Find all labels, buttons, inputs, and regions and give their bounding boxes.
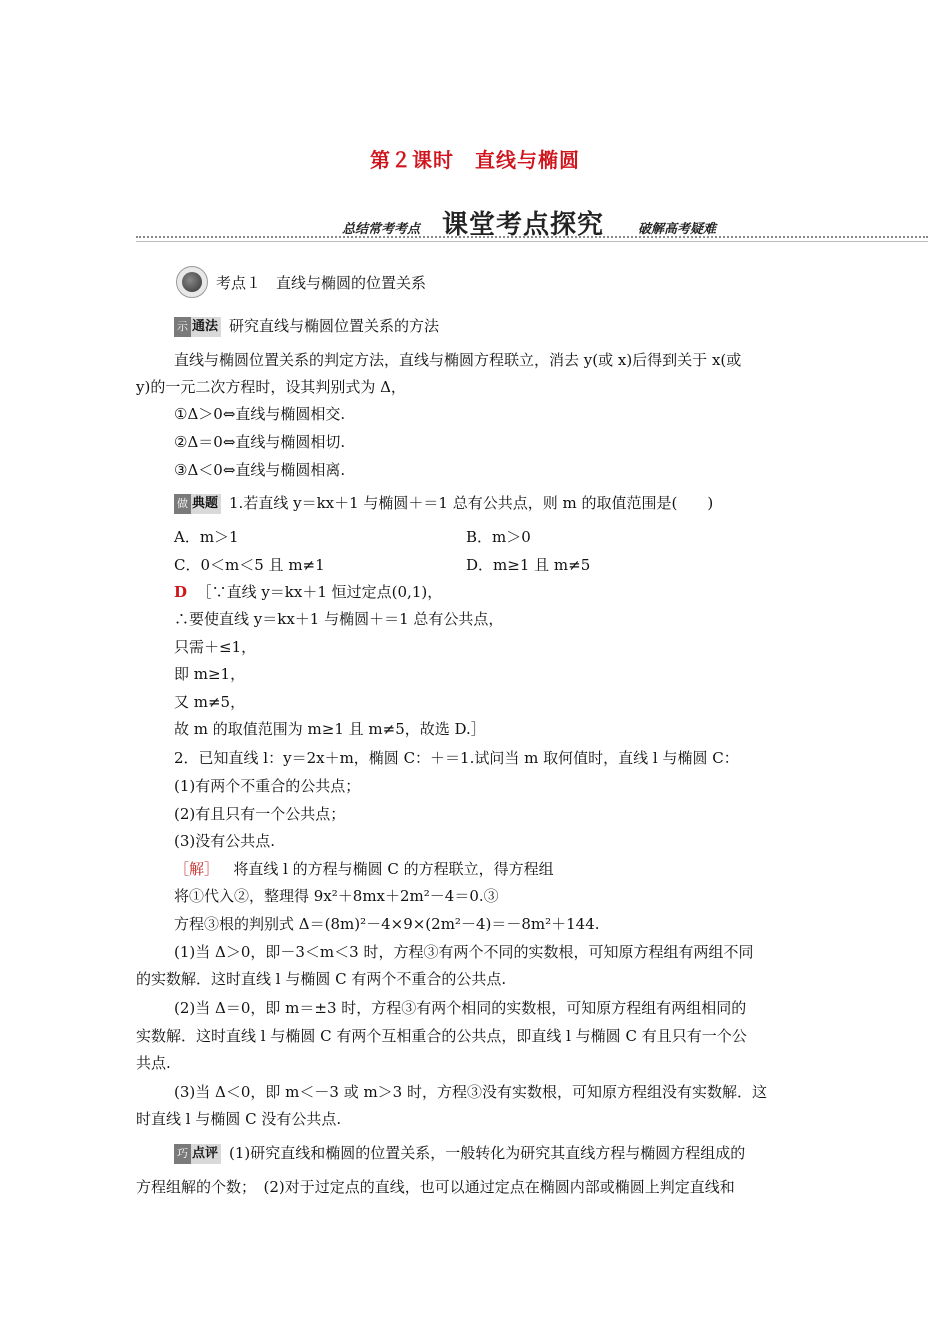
banner-right-text: 破解高考疑难 bbox=[638, 222, 717, 237]
solution-line1: ［解］ 将直线 l 的方程与椭圆 C 的方程联立，得方程组 bbox=[174, 860, 554, 878]
example-q1: 1.若直线 y＝kx＋1 与椭圆＋＝1 总有公共点，则 m 的取值范围是( ) bbox=[229, 494, 714, 512]
example-tag: 做 典题 bbox=[174, 494, 221, 514]
answer-line5: 又 m≠5， bbox=[174, 693, 246, 711]
section-banner bbox=[136, 200, 928, 246]
page-title: 第２课时 直线与椭圆 bbox=[370, 148, 580, 172]
method-heading-line bbox=[174, 316, 439, 337]
solution-line5a: (2)当 Δ＝0，即 m＝±3 时，方程③有两个相同的实数根，可知原方程组有两组相同的 bbox=[174, 999, 747, 1017]
method-item2: ②Δ＝0⇔直线与椭圆相切. bbox=[174, 433, 346, 451]
answer-line4: 即 m≥1， bbox=[174, 665, 246, 683]
answer-letter: D bbox=[174, 583, 188, 601]
solution-line6b: 时直线 l 与椭圆 C 没有公共点. bbox=[136, 1110, 342, 1128]
solution-line5c: 共点. bbox=[136, 1054, 171, 1072]
option-b: B．m＞0 bbox=[466, 528, 531, 546]
solution-line4a: (1)当 Δ＞0，即－3＜m＜3 时，方程③有两个不同的实数根，可知原方程组有两组不同 bbox=[174, 943, 754, 961]
solution-line3: 方程③根的判别式 Δ＝(8m)²－4×9×(2m²－4)＝－8m²＋144. bbox=[174, 915, 600, 933]
banner-dotted-rule bbox=[136, 236, 928, 238]
option-c: C．0＜m＜5 且 m≠1 bbox=[174, 556, 325, 574]
method-line2: y)的一元二次方程时，设其判别式为 Δ， bbox=[136, 378, 406, 396]
method-line1: 直线与椭圆位置关系的判定方法，直线与椭圆方程联立，消去 y(或 x)后得到关于 x(或 bbox=[174, 351, 742, 369]
method-item3: ③Δ＜0⇔直线与椭圆相离. bbox=[174, 461, 346, 479]
banner-left-text: 总结常考考点 bbox=[342, 222, 421, 237]
comment-tag: 巧 点评 bbox=[174, 1144, 221, 1164]
example-q2a: (1)有两个不重合的公共点； bbox=[174, 777, 361, 795]
answer-line6: 故 m 的取值范围为 m≥1 且 m≠5，故选 D.］ bbox=[174, 720, 486, 738]
solution-line5b: 实数解．这时直线 l 与椭圆 C 有两个互相重合的公共点，即直线 l 与椭圆 C 有且只有一个公 bbox=[136, 1027, 747, 1045]
answer-line1: D ［∵直线 y＝kx＋1 恒过定点(0,1)， bbox=[174, 583, 443, 601]
method-item1: ①Δ＞0⇔直线与椭圆相交. bbox=[174, 405, 346, 423]
method-heading: 研究直线与椭圆位置关系的方法 bbox=[229, 317, 440, 335]
answer-line3: 只需＋≤1， bbox=[174, 638, 257, 656]
answer-line2: ∴要使直线 y＝kx＋1 与椭圆＋＝1 总有公共点， bbox=[174, 610, 504, 628]
option-a: A．m＞1 bbox=[174, 528, 239, 546]
example-q1-line bbox=[174, 493, 713, 514]
example-q2: 2．已知直线 l：y＝2x＋m，椭圆 C：＋＝1.试问当 m 取何值时，直线 l 与椭圆 C： bbox=[174, 749, 739, 767]
banner-main-text: 课堂考点探究 bbox=[442, 210, 605, 240]
example-q2b: (2)有且只有一个公共点； bbox=[174, 805, 346, 823]
kaodian-heading bbox=[176, 266, 426, 298]
solution-line2: 将①代入②，整理得 9x²＋8mx＋2m²－4＝0.③ bbox=[174, 887, 499, 905]
banner-solid-rule bbox=[136, 241, 928, 242]
solution-line6a: (3)当 Δ＜0，即 m＜－3 或 m＞3 时，方程③没有实数根，可知原方程组没有实数解．这 bbox=[174, 1083, 768, 1101]
comment-line1: 巧 点评 (1)研究直线和椭圆的位置关系，一般转化为研究其直线方程与椭圆方程组成的 bbox=[174, 1143, 745, 1164]
solution-tag: ［解］ bbox=[174, 860, 220, 878]
circle-bullet-icon bbox=[176, 266, 208, 298]
option-d: D．m≥1 且 m≠5 bbox=[466, 556, 591, 574]
example-q2c: (3)没有公共点. bbox=[174, 832, 276, 850]
method-tag: 示 通法 bbox=[174, 317, 221, 337]
comment-line2: 方程组解的个数； (2)对于过定点的直线，也可以通过定点在椭圆内部或椭圆上判定直线和 bbox=[136, 1178, 735, 1196]
kaodian-text: 考点１ 直线与椭圆的位置关系 bbox=[216, 273, 427, 292]
solution-line4b: 的实数解．这时直线 l 与椭圆 C 有两个不重合的公共点. bbox=[136, 970, 507, 988]
